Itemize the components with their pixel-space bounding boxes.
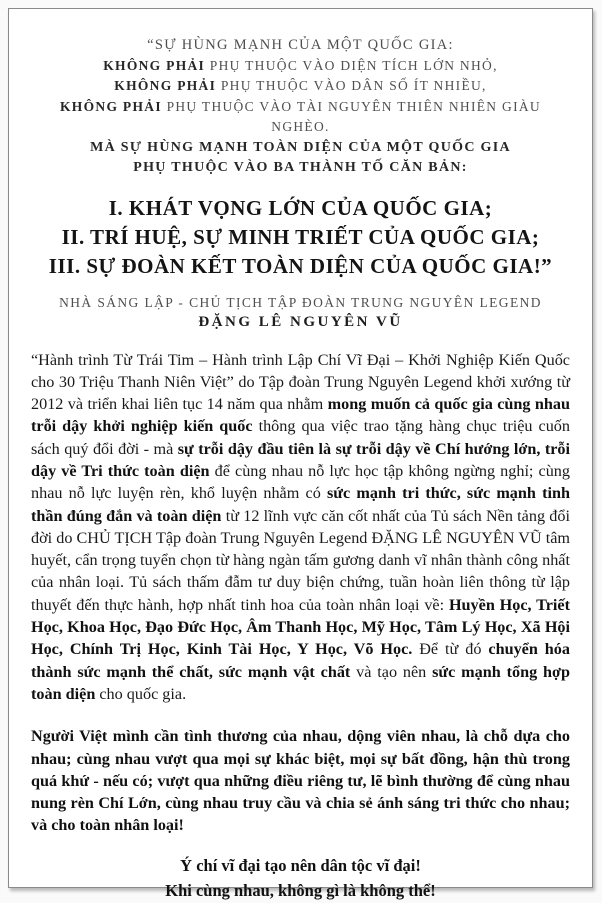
paragraph1-segment: cho quốc gia.	[95, 684, 187, 703]
paragraph1-bold-segment: Huyền Học, Triết Học, Khoa Học, Đạo Đức Học, Âm Thanh Học, Mỹ Học, Tâm Lý Học, Xã Hội Học, Chính Trị Học, Kinh Tài Học, Y Học, Võ Học.	[31, 595, 571, 659]
paragraph1-bold-segment: sự trỗi dậy đầu tiên là sự trỗi dậy về Chí hướng lớn, trỗi dậy về Tri thức toàn diện	[31, 439, 571, 480]
quote-conclusion-line-2: PHỤ THUỘC VÀO BA THÀNH TỐ CĂN BẢN:	[133, 160, 468, 175]
pillar-line: III. SỰ ĐOÀN KẾT TOÀN DIỆN CỦA QUỐC GIA!”	[48, 253, 553, 278]
paragraph1-segment: “Hành trình Từ Trái Tim – Hành trình Lập Chí Vĩ Đại – Khởi Nghiệp Kiến Quốc cho 30 Triệu Thanh Niên Việt” do Tập đoàn Trung Nguyên Legend khởi xướng từ 2012 và triển khai liên tục 14 năm qua nhằm	[31, 350, 570, 414]
paragraph1-bold-segment: mong muốn cả quốc gia cùng nhau trỗi dậy khởi nghiệp kiến quốc	[31, 395, 570, 436]
body-paragraph-2: Người Việt mình cần tình thương của nhau, dộng viên nhau, là chỗ dựa cho nhau; cùng nhau vượt qua mọi sự khác biệt, mọi sự bất đồng, hận thù trong quá khứ - nếu có; vượt qua những điều riêng tư, lẽ bình thường để cùng nhau nung rèn Chí Lớn, cùng nhau truy cầu và chia sẻ ánh sáng tri thức cho nhau; và cho toàn nhân loại!	[31, 727, 570, 835]
paragraph1-bold-segment: chuyển hóa thành sức mạnh thể chất, sức mạnh vật chất	[31, 640, 570, 681]
paragraph1-segment: từ 12 lĩnh vực căn cốt nhất của Tủ sách Nền tảng đổi đời do CHỦ TỊCH Tập đoàn Trung Nguyên Legend ĐẶNG LÊ NGUYÊN VŨ tâm huyết, cẩn trọng tuyển chọn từ hàng ngàn tấm gương danh vĩ nhân thành công nhất của nhân loại. Tủ sách thấm đẫm tư duy biện chứng, tuần hoàn liên thông từ lập thuyết đến thực hành, hợp nhất tinh hoa của toàn nhân loại về:	[31, 506, 570, 614]
body-paragraph-1	[31, 349, 570, 706]
paragraph1-segment: thông qua việc trao tặng hàng chục triệu cuốn sách quý đổi đời - mà	[31, 417, 570, 458]
quote-negation-prefix: KHÔNG PHẢI	[114, 78, 217, 93]
byline-title: NHÀ SÁNG LẬP - CHỦ TỊCH TẬP ĐOÀN TRUNG NGUYÊN LEGEND	[59, 294, 542, 310]
closing-line: Ý chí vĩ đại tạo nên dân tộc vĩ đại!	[180, 855, 421, 875]
paragraph1-segment: và tạo nên	[350, 662, 433, 681]
quote-negation-line	[31, 97, 570, 138]
paragraph1-segment: Để từ đó	[412, 640, 489, 659]
closing-lines	[31, 853, 570, 903]
paragraph1-bold-segment: sức mạnh tri thức, sức mạnh tinh thần đúng đắn và toàn diện	[31, 484, 570, 525]
paragraph1-bold-segment: sức mạnh tổng hợp toàn diện	[31, 662, 570, 703]
quote-negation-text: PHỤ THUỘC VÀO DIỆN TÍCH LỚN NHỎ,	[205, 57, 498, 73]
pillar-line: I. KHÁT VỌNG LỚN CỦA QUỐC GIA;	[108, 195, 493, 220]
pillar-line: II. TRÍ HUỆ, SỰ MINH TRIẾT CỦA QUỐC GIA;	[61, 224, 540, 249]
quote-negation-text: PHỤ THUỘC VÀO TÀI NGUYÊN THIÊN NHIÊN GIÀU NGHÈO.	[161, 98, 541, 134]
quote-negation-line	[31, 56, 570, 77]
pillars-heading	[31, 194, 570, 281]
quote-opening-line: “SỰ HÙNG MẠNH CỦA MỘT QUỐC GIA:	[147, 37, 454, 53]
page-frame	[8, 8, 593, 900]
quote-negation-text: PHỤ THUỘC VÀO DÂN SỐ ÍT NHIỀU,	[216, 78, 487, 93]
quote-negation-prefix: KHÔNG PHẢI	[60, 98, 162, 114]
byline	[31, 295, 570, 331]
quote-negation-prefix: KHÔNG PHẢI	[103, 57, 206, 73]
closing-line: Khi cùng nhau, không gì là không thể!	[165, 880, 436, 900]
quote-negation-line	[31, 76, 570, 97]
byline-name: ĐẶNG LÊ NGUYÊN VŨ	[198, 313, 403, 330]
paragraph1-segment: để cùng nhau nỗ lực học tập không ngừng nghỉ; cùng nhau nỗ lực luyện rèn, khổ luyện nhằm có	[31, 461, 570, 503]
quote-block	[31, 35, 570, 179]
quote-conclusion-line-1: MÀ SỰ HÙNG MẠNH TOÀN DIỆN CỦA MỘT QUỐC GIA	[90, 139, 511, 155]
quote-negation-lines	[31, 56, 570, 138]
